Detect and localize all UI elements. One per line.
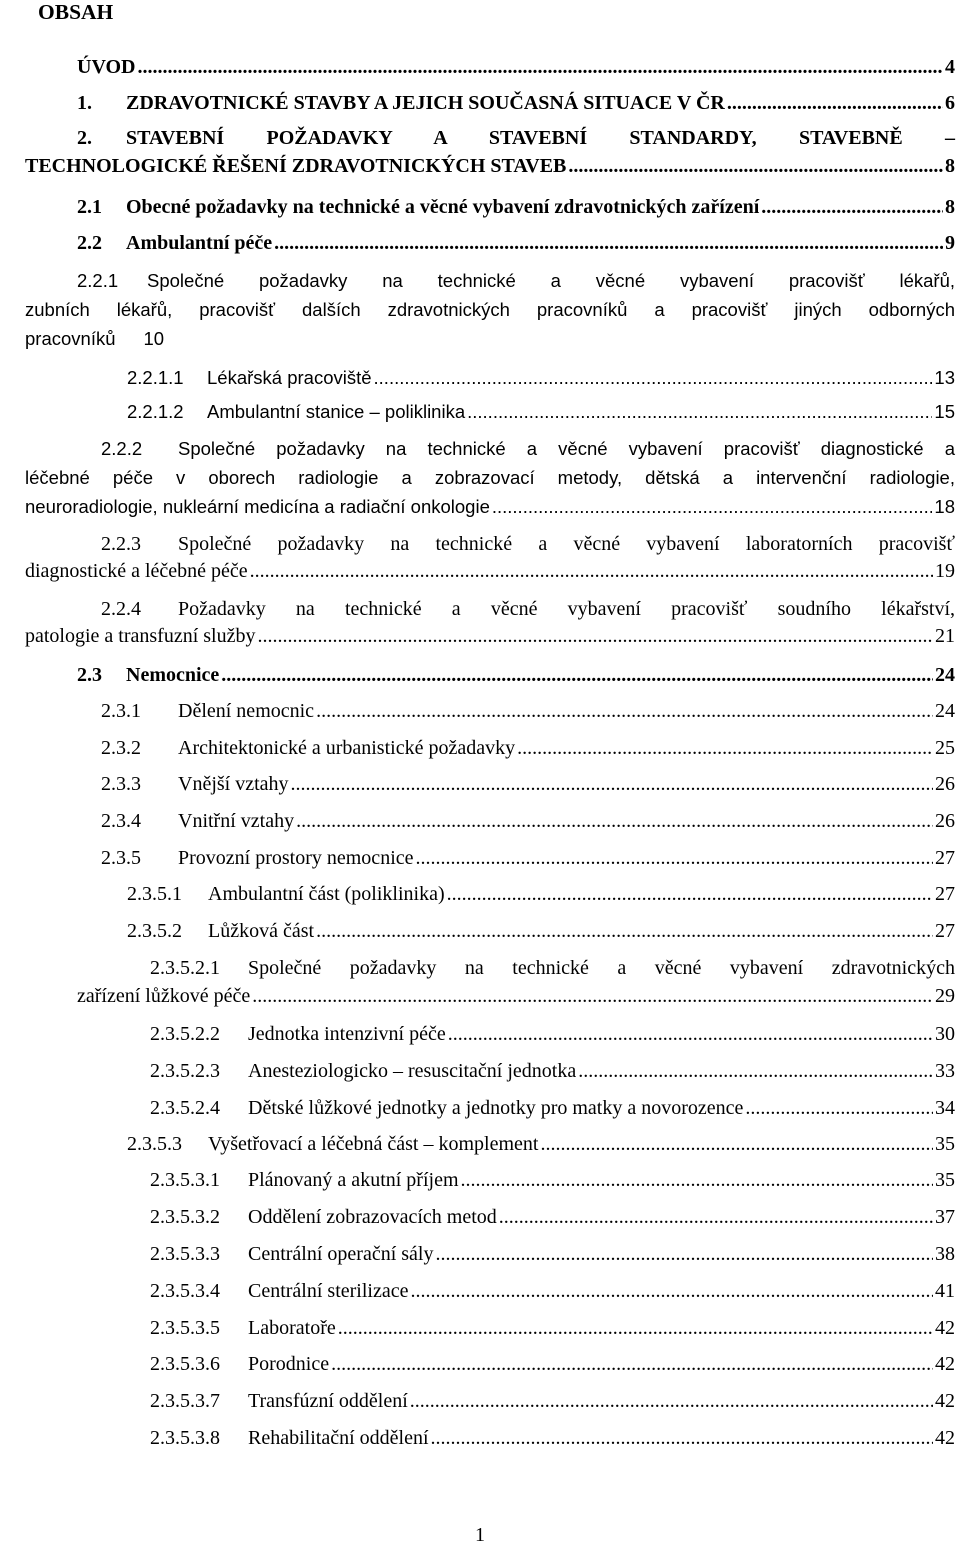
toc-entry-number: 2.3.2	[101, 737, 141, 759]
toc-entry-page: 29	[935, 985, 955, 1007]
toc-leader-dots	[540, 1131, 933, 1157]
toc-entry-number: 2.3.5.2.2	[150, 1023, 220, 1045]
toc-leader-dots	[461, 1167, 933, 1193]
toc-entry-number: 2.3.5.2	[127, 920, 182, 942]
toc-entry[interactable]	[77, 955, 955, 1009]
toc-entry[interactable]	[150, 1278, 955, 1304]
toc-entry[interactable]	[150, 1167, 955, 1193]
toc-leader-dots	[431, 1425, 934, 1451]
toc-entry-number: 2.3.1	[101, 700, 141, 722]
toc-entry[interactable]	[127, 1131, 955, 1157]
toc-entry-title: Centrální operační sály	[248, 1243, 434, 1265]
toc-entry-number: 2.3.5.3.5	[150, 1317, 220, 1339]
toc-entry-page: 19	[935, 560, 955, 582]
toc-entry-title: Vyšetřovací a léčebná část – komplement	[208, 1133, 539, 1155]
toc-entry-page: 41	[935, 1280, 955, 1302]
toc-entry-title: Rehabilitační oddělení	[248, 1427, 429, 1449]
toc-entry-title: Laboratoře	[248, 1317, 336, 1339]
toc-entry-page: 18	[934, 496, 955, 517]
toc-entry-title: Oddělení zobrazovacích metod	[248, 1206, 497, 1228]
toc-entry-title-line2: patologie a transfuzní služby	[25, 625, 256, 647]
toc-entry-page: 35	[935, 1169, 955, 1191]
toc-entry[interactable]	[127, 399, 955, 425]
toc-leader-dots	[745, 1095, 933, 1121]
toc-entry-page: 27	[935, 847, 955, 869]
toc-leader-dots	[338, 1315, 933, 1341]
toc-entry[interactable]	[150, 1425, 955, 1451]
toc-entry-page: 6	[945, 92, 955, 114]
toc-leader-dots	[416, 845, 934, 871]
toc-entry-page: 42	[935, 1390, 955, 1412]
toc-entry-number: 1.	[77, 92, 92, 114]
toc-entry-title: Porodnice	[248, 1353, 330, 1375]
toc-entry-number: 2.3.3	[101, 773, 141, 795]
toc-leader-dots	[258, 623, 934, 649]
toc-entry-title-line1: Společné požadavky na technické a věcné vybavení zdravotnických	[248, 957, 955, 979]
toc-entry[interactable]	[101, 698, 955, 724]
toc-entry[interactable]	[25, 596, 955, 649]
toc-entry-title: ÚVOD	[77, 56, 136, 78]
toc-entry-number: 2.3.5.2.1	[150, 957, 220, 979]
toc-entry-title: Ambulantní péče	[126, 232, 273, 254]
toc-entry-number: 2.2.3	[101, 533, 141, 555]
toc-entry-number: 2.3.5.3.3	[150, 1243, 220, 1265]
toc-entry-title-line1: STAVEBNÍ POŽADAVKY A STAVEBNÍ STANDARDY, STAVEBNĚ –	[126, 127, 955, 149]
toc-entry[interactable]	[77, 90, 955, 116]
toc-entry-page: 13	[934, 367, 955, 388]
toc-leader-dots	[274, 230, 943, 256]
toc-entry[interactable]	[101, 808, 955, 834]
toc-entry[interactable]	[150, 1388, 955, 1414]
toc-entry-number: 2.2.2	[101, 438, 143, 459]
toc-leader-dots	[447, 881, 933, 907]
toc-leader-dots	[410, 1278, 933, 1304]
toc-entry[interactable]	[101, 771, 955, 797]
toc-leader-dots	[250, 558, 933, 584]
toc-entry-page: 27	[935, 920, 955, 942]
toc-entry[interactable]	[25, 531, 955, 584]
toc-entry-number: 2.3.5.3.1	[150, 1169, 220, 1191]
toc-entry-page: 15	[934, 401, 955, 422]
toc-leader-dots	[578, 1058, 933, 1084]
toc-entry[interactable]	[150, 1351, 955, 1377]
toc-entry-title-line1: Společné požadavky na technické a věcné vybavení pracovišť diagnostické a	[178, 438, 955, 459]
toc-entry-title: Ambulantní část (poliklinika)	[208, 883, 445, 905]
toc-entry-title: Obecné požadavky na technické a věcné vybavení zdravotnických zařízení	[126, 196, 760, 218]
toc-entry-number: 2.3.5.2.4	[150, 1097, 220, 1119]
toc-leader-dots	[252, 983, 933, 1009]
toc-entry[interactable]	[150, 1058, 955, 1084]
toc-entry-title: Architektonické a urbanistické požadavky	[178, 737, 516, 759]
toc-entry-page: 25	[935, 737, 955, 759]
toc-leader-dots	[499, 1204, 933, 1230]
toc-entry[interactable]	[101, 735, 955, 761]
toc-entry-page: 24	[935, 664, 955, 686]
toc-leader-dots	[316, 698, 933, 724]
toc-entry-title: Ambulantní stanice – poliklinika	[207, 401, 466, 422]
toc-leader-dots	[374, 365, 933, 391]
toc-entry[interactable]	[150, 1204, 955, 1230]
toc-entry-number: 2.3.5	[101, 847, 141, 869]
toc-entry-page: 42	[935, 1353, 955, 1375]
toc-entry[interactable]	[150, 1021, 955, 1047]
toc-entry[interactable]	[150, 1095, 955, 1121]
toc-entry-page: 27	[935, 883, 955, 905]
toc-leader-dots	[436, 1241, 934, 1267]
toc-entry-page: 21	[935, 625, 955, 647]
toc-entry-page: 42	[935, 1427, 955, 1449]
toc-entry-page: 26	[935, 773, 955, 795]
toc-entry[interactable]	[127, 918, 955, 944]
toc-leader-dots	[467, 399, 932, 425]
toc-leader-dots	[138, 54, 944, 80]
toc-entry-number: 2.3.5.2.3	[150, 1060, 220, 1082]
toc-entry[interactable]	[127, 881, 955, 907]
toc-leader-dots	[727, 90, 943, 116]
toc-leader-dots	[296, 808, 933, 834]
toc-entry-page: 8	[945, 196, 955, 218]
toc-entry-title: Vnitřní vztahy	[178, 810, 295, 832]
toc-leader-dots	[448, 1021, 933, 1047]
toc-leader-dots	[316, 918, 933, 944]
toc-entry-number: 2.2.4	[101, 598, 141, 620]
toc-entry-page: 24	[935, 700, 955, 722]
toc-entry-number: 2.	[77, 127, 92, 149]
toc-entry-number: 2.3.5.3.2	[150, 1206, 220, 1228]
toc-entry-page: 37	[935, 1206, 955, 1228]
toc-entry-title: ZDRAVOTNICKÉ STAVBY A JEJICH SOUČASNÁ SITUACE V ČR	[126, 92, 725, 114]
page-number: 1	[475, 1524, 485, 1546]
toc-entry-number: 2.2.1	[77, 270, 119, 291]
toc-entry-title: Jednotka intenzivní péče	[248, 1023, 446, 1045]
toc-entry-number: 2.3.5.3	[127, 1133, 182, 1155]
toc-entry-title: Anesteziologicko – resuscitační jednotka	[248, 1060, 577, 1082]
toc-entry-title: Centrální sterilizace	[248, 1280, 409, 1302]
toc-entry-number: 2.3.4	[101, 810, 141, 832]
toc-entry-title-line1: Společné požadavky na technické a věcné vybavení pracovišť lékařů,	[147, 270, 955, 291]
toc-entry-title: Plánovaný a akutní příjem	[248, 1169, 459, 1191]
toc-entry-title-line2: TECHNOLOGICKÉ ŘEŠENÍ ZDRAVOTNICKÝCH STAVEB	[25, 155, 567, 177]
toc-entry-title: Lůžková část	[208, 920, 315, 942]
toc-entry-page: 8	[945, 155, 955, 177]
toc-entry-title: Nemocnice	[126, 664, 220, 686]
toc-entry-page: 34	[935, 1097, 955, 1119]
toc-entry-title: Provozní prostory nemocnice	[178, 847, 414, 869]
toc-entry[interactable]	[150, 1315, 955, 1341]
toc-heading: OBSAH	[38, 0, 114, 24]
toc-leader-dots	[410, 1388, 933, 1414]
toc-entry-number: 2.3.5.3.7	[150, 1390, 220, 1412]
toc-entry[interactable]	[25, 268, 955, 352]
toc-entry-page: 26	[935, 810, 955, 832]
toc-entry[interactable]	[25, 436, 955, 520]
toc-entry[interactable]	[127, 365, 955, 391]
toc-entry-title: Dělení nemocnic	[178, 700, 315, 722]
toc-entry-title-line2: zubních lékařů, pracovišť dalších zdravotnických pracovníků a pracovišť jiných odborných	[25, 299, 955, 320]
toc-entry-page: 30	[935, 1023, 955, 1045]
toc-entry-title-line1: Požadavky na technické a věcné vybavení pracovišť soudního lékařství,	[178, 598, 955, 620]
toc-leader-dots	[517, 735, 933, 761]
toc-entry-title: Dětské lůžkové jednotky a jednotky pro matky a novorozence	[248, 1097, 744, 1119]
toc-entry[interactable]	[25, 125, 955, 179]
toc-entry-title: Lékařská pracoviště	[207, 367, 372, 388]
toc-entry-title-line1: Společné požadavky na technické a věcné vybavení laboratorních pracovišť	[178, 533, 955, 555]
toc-leader-dots	[291, 771, 933, 797]
toc-entry-number: 2.2.1.2	[127, 401, 184, 422]
toc-leader-dots	[568, 153, 943, 179]
toc-entry-number: 2.3.5.3.6	[150, 1353, 220, 1375]
toc-entry[interactable]	[101, 845, 955, 871]
toc-entry-page: 9	[945, 232, 955, 254]
toc-entry-page: 35	[935, 1133, 955, 1155]
toc-entry[interactable]	[77, 230, 955, 256]
toc-entry-number: 2.3	[77, 664, 102, 686]
toc-entry-title-line2: léčebné péče v oborech radiologie a zobrazovací metody, dětská a intervenční radiologie,	[25, 467, 955, 488]
toc-entry-number: 2.2	[77, 232, 102, 254]
toc-entry-page: 10	[143, 328, 165, 349]
toc-entry-number: 2.3.5.3.8	[150, 1427, 220, 1449]
toc-entry[interactable]	[77, 54, 955, 80]
toc-entry-page: 38	[935, 1243, 955, 1265]
toc-entry-number: 2.3.5.1	[127, 883, 182, 905]
toc-entry-page: 42	[935, 1317, 955, 1339]
toc-leader-dots	[331, 1351, 933, 1377]
toc-entry-title-line3: pracovníků	[25, 328, 116, 349]
toc-entry-title-line2: zařízení lůžkové péče	[77, 985, 251, 1007]
toc-entry[interactable]	[150, 1241, 955, 1267]
toc-entry-title-line3: neuroradiologie, nukleární medicína a radiační onkologie	[25, 496, 490, 517]
toc-entry-number: 2.2.1.1	[127, 367, 184, 388]
toc-entry[interactable]	[77, 662, 955, 688]
toc-leader-dots	[492, 494, 933, 520]
toc-entry-number: 2.1	[77, 196, 102, 218]
toc-entry-title-line2: diagnostické a léčebné péče	[25, 560, 248, 582]
toc-entry-title: Transfúzní oddělení	[248, 1390, 408, 1412]
toc-leader-dots	[221, 662, 933, 688]
toc-entry-number: 2.3.5.3.4	[150, 1280, 220, 1302]
toc-entry-page: 33	[935, 1060, 955, 1082]
toc-entry-page: 4	[945, 56, 955, 78]
toc-entry[interactable]	[77, 194, 955, 220]
toc-leader-dots	[761, 194, 943, 220]
toc-entry-title: Vnější vztahy	[178, 773, 289, 795]
